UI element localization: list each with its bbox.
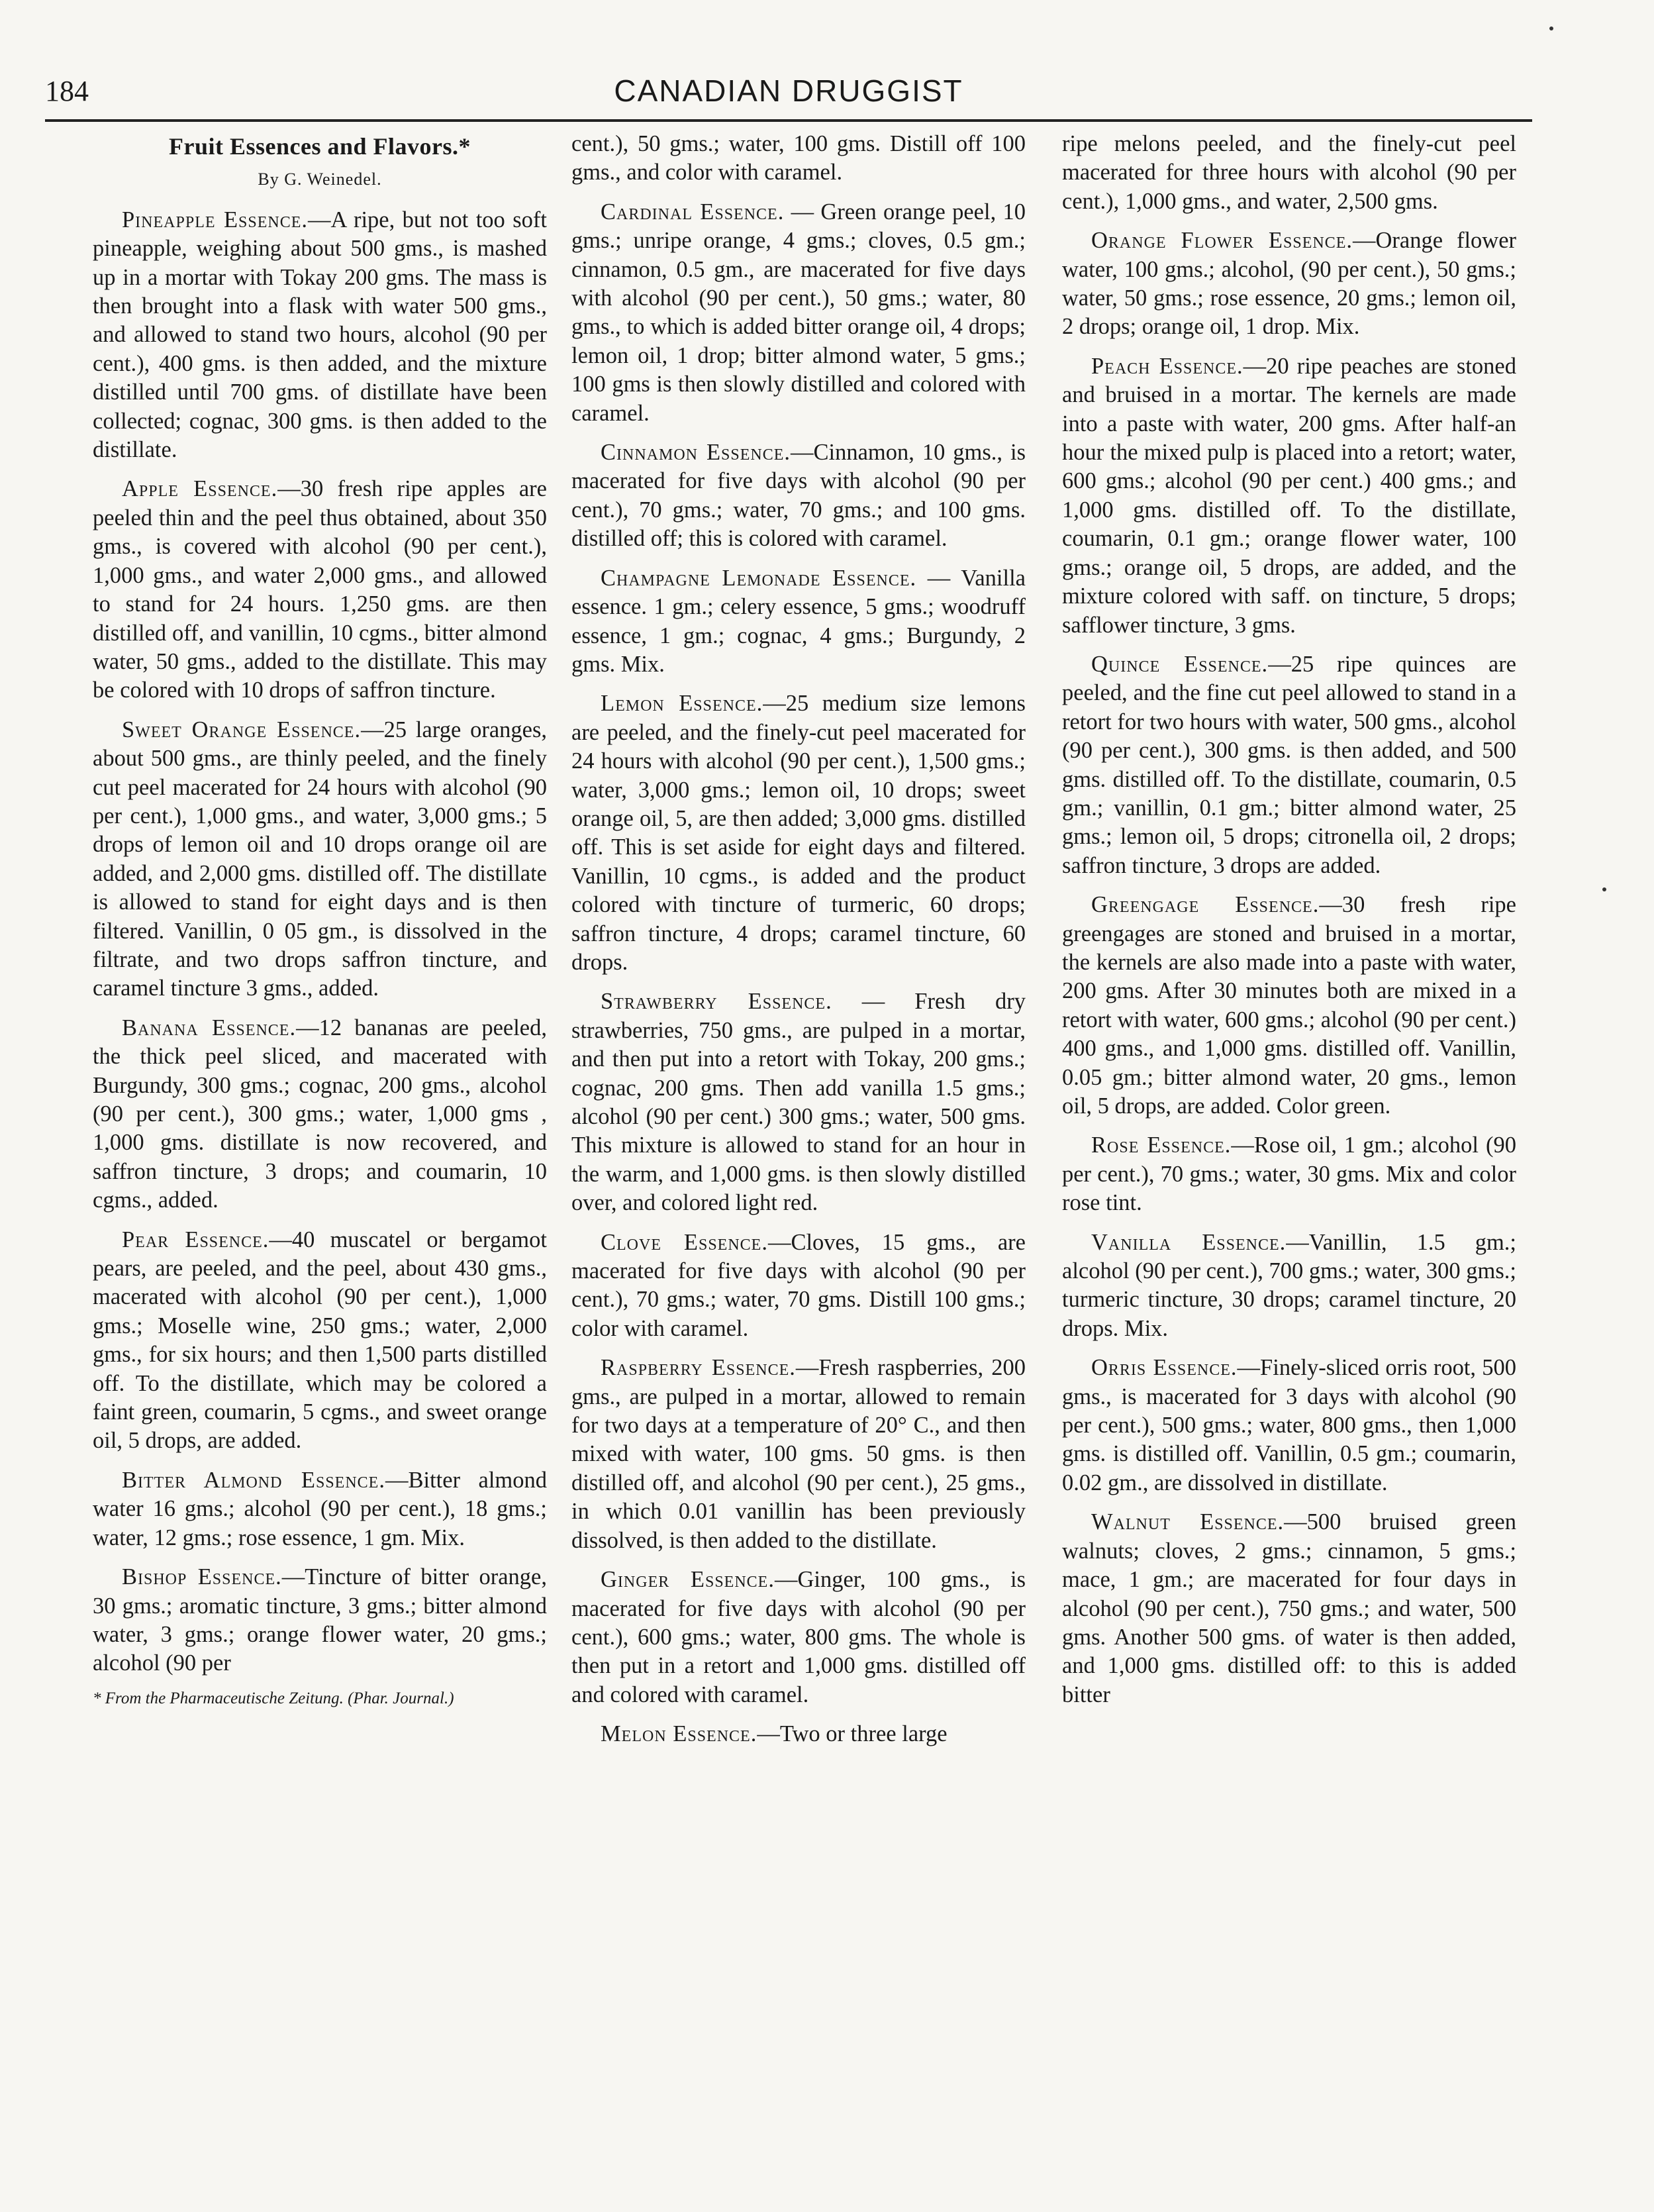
recipe-paragraph (1062, 226, 1516, 342)
recipe-paragraph (1062, 650, 1516, 880)
recipe-heading: Clove Essence. (601, 1229, 768, 1255)
recipe-paragraph (571, 987, 1026, 1217)
footnote: * From the Pharmaceutische Zeitung. (Phar. Journal.) (93, 1689, 454, 1707)
recipe-heading: Ginger Essence. (601, 1567, 775, 1593)
recipe-text: —Fresh raspberries, 200 gms., are pulped in a mortar, allowed to remain for two days at a temperature of 20° C., and then mixed with water, 100 gms. 50 gms. is then distilled off, and alcohol (90 per cent.), 25 gms., in which 0.01 vanillin has been previously dissolved, is then added to the distillate. (571, 1355, 1026, 1553)
running-title: CANADIAN DRUGGIST (614, 74, 963, 108)
recipe-text: —Ginger, 100 gms., is macerated for five days with alcohol (90 per cent.), 600 gms.; water, 800 gms. The whole is then put in a retort and 1,000 gms. distilled off and colored with caramel. (571, 1567, 1026, 1707)
recipe-text: ripe melons peeled, and the finely-cut peel macerated for three hours with alcohol (90 per cent.), 1,000 gms., and water, 2,500 gms. (1062, 131, 1516, 214)
recipe-text: —25 ripe quinces are peeled, and the fine cut peel allowed to stand in a retort for two hours with water, 500 gms., alcohol (90 per cent.), 300 gms. is then added, and 500 gms. distilled off. To the distillate, coumarin, 0.5 gm.; vanillin, 0.1 gm.; bitter almond water, 25 gms.; lemon oil, 5 drops; citronella oil, 2 drops; saffron tincture, 3 drops are added. (1062, 651, 1516, 878)
recipe-paragraph (571, 689, 1026, 977)
page-speck (1549, 26, 1553, 30)
recipe-text: —500 bruised green walnuts; cloves, 2 gms.; cinnamon, 5 gms.; mace, 1 gm.; are macerated for four days in alcohol (90 per cent.), 750 gms.; and water, 500 gms. Another 500 gms. of water is then added, and 1,000 gms. distilled off: to this is added bitter (1062, 1509, 1516, 1707)
header-rule (45, 119, 1532, 122)
recipe-paragraph (1062, 891, 1516, 1121)
column-3-paragraphs (1062, 130, 1516, 1709)
recipe-heading: Quince Essence. (1091, 651, 1269, 677)
text-column-1 (93, 130, 547, 2196)
recipe-text: —A ripe, but not too soft pineapple, weighing about 500 gms., is mashed up in a mortar with Tokay 200 gms. The mass is then brought into a flask with water 500 gms., and allowed to stand two hours, alcohol (90 per cent.), 400 gms. is then added, and the mixture distilled until 700 gms. of distillate have been collected; cognac, 300 gms. is then added to the distillate. (93, 207, 547, 463)
recipe-text: —25 medium size lemons are peeled, and the finely-cut peel macerated for 24 hours with alcohol (90 per cent.), 1,500 gms.; water, 3,000 gms.; lemon oil, 10 drops; sweet orange oil, 5, are then added; 3,000 gms. distilled off. This is set aside for eight days and filtered. Vanillin, 10 cgms., is added and the product colored with tincture of turmeric, 60 drops; saffron tincture, 4 drops; caramel tincture, 60 drops. (571, 691, 1026, 975)
recipe-heading: Cinnamon Essence. (601, 440, 791, 466)
column-2-paragraphs (571, 130, 1026, 1749)
recipe-heading: Lemon Essence. (601, 691, 763, 717)
recipe-text: —30 fresh ripe apples are peeled thin and the peel thus obtained, about 350 gms., is covered with alcohol (90 per cent.), 1,000 gms., and water 2,000 gms., and allowed to stand for 24 hours. 1,250 gms. are then distilled off, and vanillin, 10 cgms., bitter almond water, 50 gms., added to the distillate. This may be colored with 10 drops of saffron tincture. (93, 476, 547, 703)
recipe-heading: Bishop Essence. (122, 1564, 282, 1590)
recipe-paragraph (1062, 130, 1516, 216)
recipe-paragraph (93, 1226, 547, 1456)
recipe-text: —12 bananas are peeled, the thick peel sliced, and macerated with Burgundy, 300 gms.; cognac, 200 gms., alcohol (90 per cent.), 300 gms.; water, 1,000 gms , 1,000 gms. distillate is now recovered, and saffron tincture, 3 drops; and coumarin, 10 cgms., added. (93, 1015, 547, 1213)
text-column-3 (1062, 130, 1516, 2196)
recipe-text: —25 large oranges, about 500 gms., are thinly peeled, and the finely cut peel macerated for 24 hours with alcohol (90 per cent.), 1,000 gms., and water, 3,000 gms.; 5 drops of lemon oil and 10 drops orange oil are added, and 2,000 gms. distilled off. The distillate is allowed to stand for eight days and is then filtered. Vanillin, 0 05 gm., is dissolved in the filtrate, and two drops saffron tincture, and caramel tincture 3 gms., added. (93, 717, 547, 1001)
recipe-text: — Green orange peel, 10 gms.; unripe orange, 4 gms.; cloves, 0.5 gm.; cinnamon, 0.5 gm., are macerated for five days with alcohol (90 per cent.), 50 gms.; water, 80 gms., to which is added bitter orange oil, 4 drops; lemon oil, 1 drop; bitter almond water, 5 gms.; 100 gms is then slowly distilled and colored with caramel. (571, 199, 1026, 426)
recipe-paragraph (571, 1720, 1026, 1748)
recipe-heading: Rose Essence. (1091, 1132, 1232, 1158)
recipe-heading: Melon Essence. (601, 1721, 757, 1747)
recipe-paragraph (93, 206, 547, 465)
recipe-paragraph (93, 1014, 547, 1215)
recipe-heading: Strawberry Essence. (601, 989, 832, 1015)
recipe-paragraph (1062, 352, 1516, 640)
recipe-heading: Bitter Almond Essence. (122, 1467, 385, 1493)
recipe-paragraph (93, 1563, 547, 1678)
recipe-heading: Vanilla Essence. (1091, 1229, 1287, 1255)
recipe-text: —Cloves, 15 gms., are macerated for five days with alcohol (90 per cent.), 70 gms.; water, 70 gms. Distill 100 gms.; color with caramel. (571, 1229, 1026, 1341)
recipe-paragraph (93, 716, 547, 1003)
recipe-heading: Walnut Essence. (1091, 1509, 1285, 1535)
recipe-text: —Cinnamon, 10 gms., is macerated for five days with alcohol (90 per cent.), 70 gms.; water, 70 gms.; and 100 gms. distilled off; this is colored with caramel. (571, 440, 1026, 552)
recipe-heading: Raspberry Essence. (601, 1355, 796, 1381)
page-number: 184 (45, 75, 89, 107)
recipe-paragraph (571, 130, 1026, 187)
recipe-text: —30 fresh ripe greengages are stoned and bruised in a mortar, the kernels are also made into a paste with water, 200 gms. After 30 minutes both are mixed in a retort with water, 600 gms.; alcohol (90 per cent.) 400 gms., and 1,000 gms. distilled off. Vanillin, 0.05 gm.; bitter almond water, 20 gms., lemon oil, 5 drops, are added. Color green. (1062, 892, 1516, 1119)
recipe-text: —Two or three large (757, 1721, 948, 1747)
column-1-paragraphs (93, 206, 547, 1678)
recipe-text: —Orange flower water, 100 gms.; alcohol, (90 per cent.), 50 gms.; water, 50 gms.; rose essence, 20 gms.; lemon oil, 2 drops; orange oil, 1 drop. Mix. (1062, 228, 1516, 340)
recipe-heading: Champagne Lemonade Essence. (601, 565, 917, 591)
article-title: Fruit Essences and Flavors.* (168, 133, 471, 160)
recipe-text: —Vanillin, 1.5 gm.; alcohol (90 per cent.), 700 gms.; water, 300 gms.; turmeric tincture, 30 drops; caramel tincture, 20 drops. Mix. (1062, 1229, 1516, 1341)
recipe-paragraph (1062, 1354, 1516, 1497)
recipe-heading: Apple Essence. (122, 476, 278, 502)
page-speck (1602, 887, 1606, 891)
recipe-paragraph (93, 1466, 547, 1552)
recipe-text: — Vanilla essence. 1 gm.; celery essence, 5 gms.; woodruff essence, 1 gm.; cognac, 4 gms.; Burgundy, 2 gms. Mix. (571, 565, 1026, 677)
recipe-heading: Pear Essence. (122, 1227, 269, 1252)
recipe-text: —20 ripe peaches are stoned and bruised in a mortar. The kernels are made into a paste with water, 200 gms. After half-an hour the mixed pulp is placed into a retort; water, 600 gms.; alcohol (90 per cent.) 400 gms.; and 1,000 gms. distilled off. To the distillate, coumarin, 0.1 gm.; orange flower water, 100 gms.; orange oil, 5 drops, are added, and the mixture colored with saff. on tincture, 5 drops; safflower tincture, 3 gms. (1062, 353, 1516, 638)
page-header (45, 69, 1532, 115)
recipe-text: —Rose oil, 1 gm.; alcohol (90 per cent.), 70 gms.; water, 30 gms. Mix and color rose tint. (1062, 1132, 1516, 1216)
recipe-paragraph (571, 438, 1026, 554)
recipe-paragraph (93, 475, 547, 705)
recipe-heading: Orange Flower Essence. (1091, 228, 1353, 254)
recipe-text: —Finely-sliced orris root, 500 gms., is macerated for 3 days with alcohol (90 per cent.), 500 gms.; water, 800 gms., then 1,000 gms. is distilled off. Vanillin, 0.5 gm.; coumarin, 0.02 gm., are dissolved in distillate. (1062, 1355, 1516, 1495)
recipe-heading: Banana Essence. (122, 1015, 297, 1040)
recipe-heading: Greengage Essence. (1091, 892, 1320, 918)
text-column-2 (571, 130, 1026, 2196)
recipe-heading: Pineapple Essence. (122, 207, 309, 232)
recipe-heading: Sweet Orange Essence. (122, 717, 362, 742)
recipe-heading: Peach Essence. (1091, 353, 1243, 379)
recipe-paragraph (571, 564, 1026, 679)
recipe-text: cent.), 50 gms.; water, 100 gms. Distill off 100 gms., and color with caramel. (571, 131, 1026, 185)
recipe-text: —Tincture of bitter orange, 30 gms.; aromatic tincture, 3 gms.; bitter almond water, 3 gms.; orange flower water, 20 gms.; alcohol (90 per (93, 1564, 547, 1676)
recipe-heading: Orris Essence. (1091, 1355, 1238, 1381)
recipe-paragraph (571, 1566, 1026, 1709)
recipe-heading: Cardinal Essence. (601, 199, 785, 225)
recipe-paragraph (571, 1229, 1026, 1344)
recipe-paragraph (1062, 1508, 1516, 1709)
recipe-paragraph (571, 1354, 1026, 1555)
recipe-paragraph (571, 198, 1026, 428)
recipe-text: — Fresh dry strawberries, 750 gms., are pulped in a mortar, and then put into a retort with Tokay, 200 gms.; cognac, 200 gms. Then add vanilla 1.5 gms.; alcohol (90 per cent.) 300 gms.; water, 500 gms. This mixture is allowed to stand for an hour in the warm, and 1,000 gms. is then slowly distilled over, and colored light red. (571, 989, 1026, 1216)
recipe-text: —40 muscatel or bergamot pears, are peeled, and the peel, about 430 gms., macerated with alcohol (90 per cent.), 1,000 gms.; Moselle wine, 250 gms.; water, 2,000 gms., for six hours; and then 1,500 parts distilled off. To the distillate, which may be colored a faint green, coumarin, 5 cgms., and sweet orange oil, 5 drops, are added. (93, 1227, 547, 1454)
article-byline: By G. Weinedel. (258, 170, 382, 189)
recipe-paragraph (1062, 1131, 1516, 1217)
recipe-text: —Bitter almond water 16 gms.; alcohol (90 per cent.), 18 gms.; water, 12 gms.; rose essence, 1 gm. Mix. (93, 1467, 547, 1550)
recipe-paragraph (1062, 1229, 1516, 1344)
